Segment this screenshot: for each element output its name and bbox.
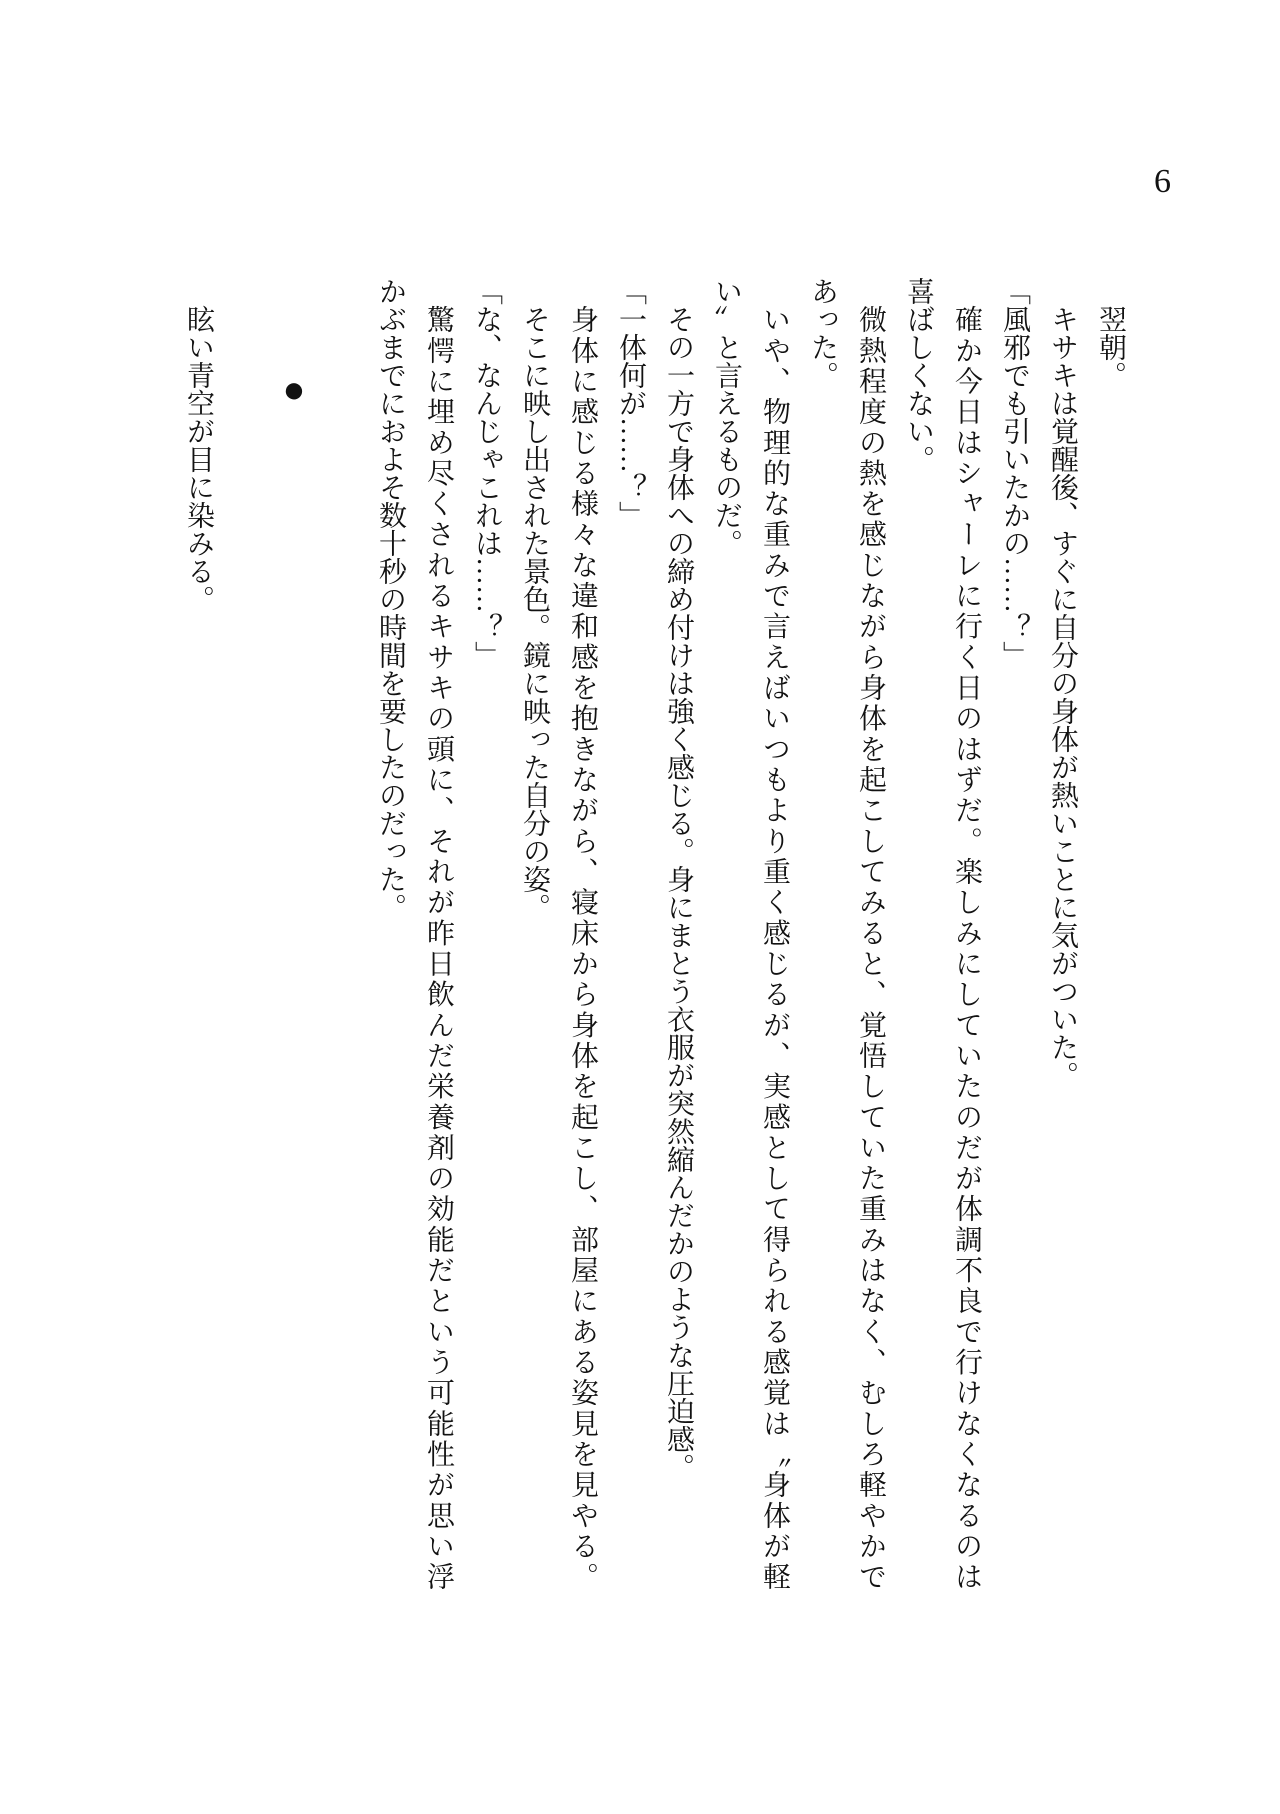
text-column: 翌朝。 [1095, 305, 1126, 389]
page-number: 6 [1154, 163, 1171, 200]
vertical-text-area [174, 277, 1134, 1590]
text-column: 驚愕に埋め尽くされるキサキの頭に、それが昨日飲んだ栄養剤の効能だという可能性が思い浮 [423, 305, 454, 1591]
text-column: キサキは覚醒後、すぐに自分の身体が熱いことに気がついた。 [1047, 305, 1078, 1089]
text-column: あった。 [807, 277, 838, 389]
text-column: 微熱程度の熱を感じながら身体を起こしてみると、覚悟していた重みはなく、むしろ軽やかで [855, 305, 886, 1591]
text-column: 「一体何が……？」 [615, 277, 646, 529]
text-column: い〟と言えるものだ。 [711, 277, 742, 557]
text-column: 確か今日はシャーレに行く日のはずだ。楽しみにしていたのだが体調不良で行けなくなるのは [951, 305, 982, 1590]
text-column: その一方で身体への締め付けは強く感じる。身にまとう衣服が突然縮んだかのような圧迫感。 [663, 305, 694, 1481]
text-column: いや、物理的な重みで言えばいつもより重く感じるが、実感として得られる感覚は〝身体が軽 [759, 305, 790, 1590]
text-column: そこに映し出された景色。鏡に映った自分の姿。 [519, 305, 550, 921]
text-column: かぶまでにおよそ数十秒の時間を要したのだった。 [375, 277, 406, 921]
text-column: 身体に感じる様々な違和感を抱きながら、寝床から身体を起こし、部屋にある姿見を見やる。 [567, 305, 598, 1590]
text-column: 「風邪でも引いたかの……？」 [999, 277, 1030, 669]
text-column: 喜ばしくない。 [903, 277, 934, 473]
text-column: 眩い青空が目に染みる。 [183, 305, 214, 613]
section-break-bullet: ● [273, 369, 315, 411]
text-column: 「な、なんじゃこれは……？」 [471, 277, 502, 669]
